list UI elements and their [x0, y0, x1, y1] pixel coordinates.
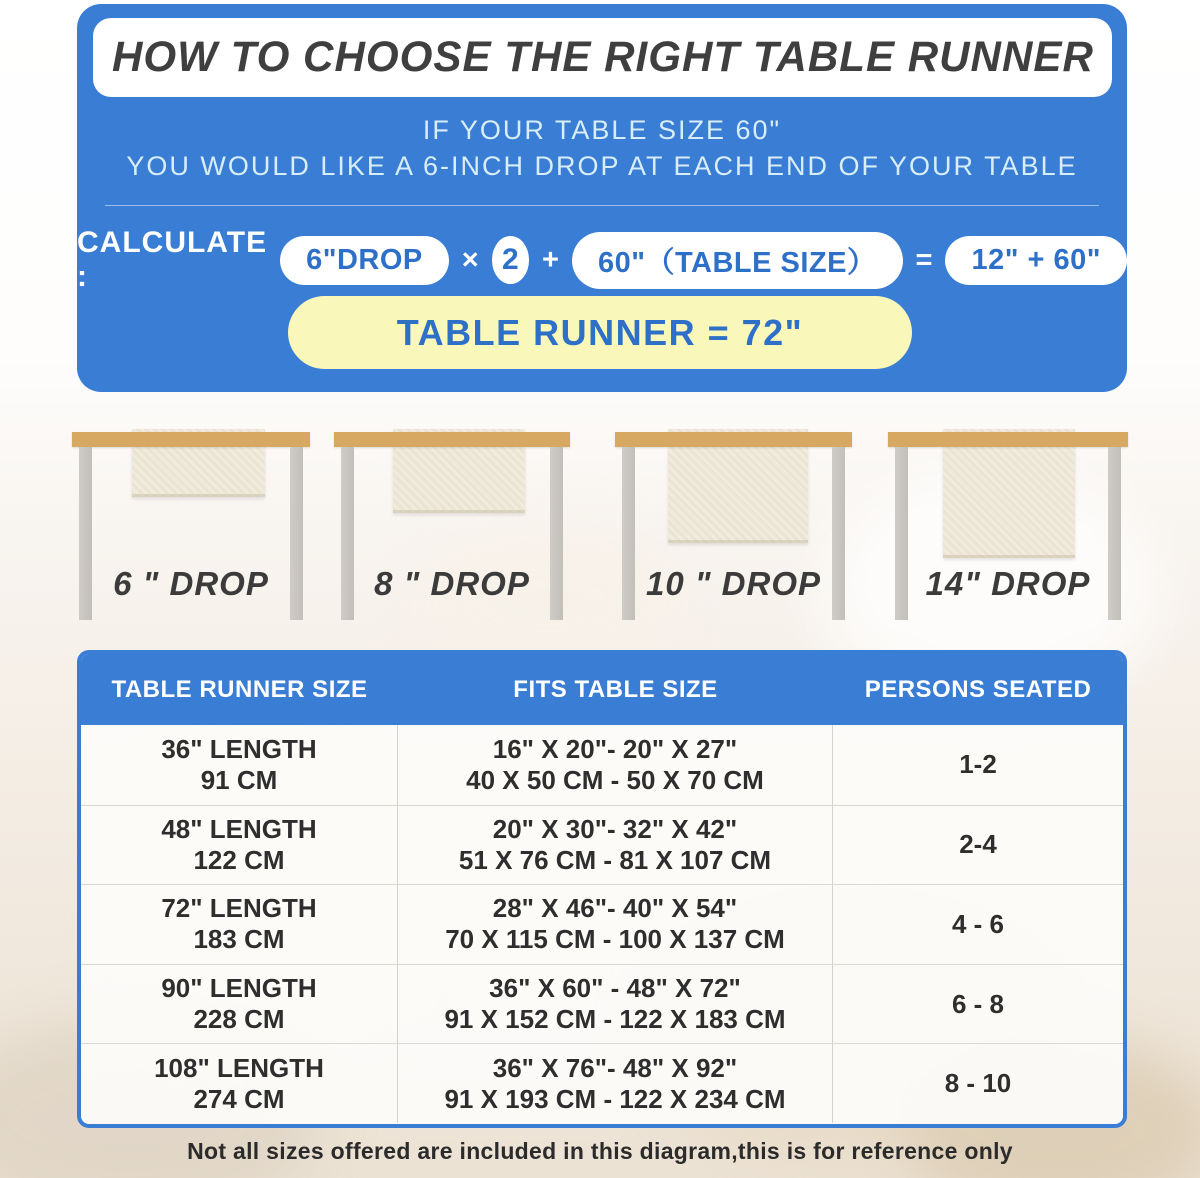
tabletop-graphic — [72, 432, 310, 447]
drop-value-pill: 6"DROP — [280, 236, 449, 285]
drop-figure-6in — [72, 425, 310, 640]
calculation-row — [77, 226, 1127, 293]
tabletop-graphic — [334, 432, 570, 447]
persons-seated-value: 1-2 — [959, 749, 997, 780]
column-header-fits-table-size: FITS TABLE SIZE — [513, 675, 718, 703]
drop-label: 6 " DROP — [113, 565, 269, 602]
title-banner — [93, 18, 1112, 97]
size-chart-table — [77, 650, 1127, 1128]
runner-size-cm: 183 CM — [193, 924, 285, 955]
drop-label: 14" DROP — [925, 565, 1091, 602]
runner-size-cm: 91 CM — [200, 764, 278, 795]
drop-figure-10in — [615, 425, 852, 640]
fits-size-cm: 70 X 115 CM - 100 X 137 CM — [445, 924, 785, 955]
disclaimer-note: Not all sizes offered are included in this diagram,this is for reference only — [187, 1138, 1013, 1164]
runner-size-cm: 122 CM — [193, 844, 285, 875]
runner-size-inches: 36" LENGTH — [161, 733, 317, 764]
intro-text — [77, 112, 1127, 184]
table-row — [81, 725, 1123, 805]
times-operator: × — [461, 243, 479, 276]
drop-figure-8in — [334, 425, 570, 640]
drop-label: 8 " DROP — [374, 565, 530, 602]
fits-size-inches: 16" X 20"- 20" X 27" — [492, 733, 738, 764]
fits-size-cell — [398, 885, 833, 964]
sum-pill: 12" + 60" — [945, 236, 1127, 285]
persons-seated-value: 4 - 6 — [951, 908, 1005, 939]
fits-size-inches: 36" X 60" - 48" X 72" — [489, 973, 741, 1004]
instruction-panel — [77, 4, 1127, 392]
intro-line-1: IF YOUR TABLE SIZE 60" — [422, 115, 782, 145]
persons-seated-cell — [833, 806, 1123, 885]
runner-size-cm: 274 CM — [193, 1083, 285, 1114]
fits-size-cell — [398, 725, 833, 805]
fits-size-cell — [398, 1044, 833, 1123]
table-row — [81, 1043, 1123, 1123]
runner-size-cell — [81, 725, 398, 805]
result-text: TABLE RUNNER = 72" — [396, 311, 804, 353]
fits-size-inches: 28" X 46"- 40" X 54" — [492, 893, 738, 924]
table-row — [81, 964, 1123, 1044]
page-title: HOW TO CHOOSE THE RIGHT TABLE RUNNER — [111, 33, 1094, 81]
persons-seated-cell — [833, 725, 1123, 805]
column-header-runner-size: TABLE RUNNER SIZE — [111, 675, 368, 703]
column-header-persons-seated: PERSONS SEATED — [864, 675, 1092, 703]
calculate-label: CALCULATE : — [77, 226, 268, 293]
fits-size-cm: 91 X 152 CM - 122 X 183 CM — [444, 1004, 786, 1035]
runner-size-inches: 72" LENGTH — [161, 893, 317, 924]
persons-seated-cell — [833, 885, 1123, 964]
table-row — [81, 805, 1123, 885]
fits-size-inches: 36" X 76"- 48" X 92" — [492, 1052, 738, 1083]
runner-size-cell — [81, 965, 398, 1044]
fits-size-inches: 20" X 30"- 32" X 42" — [492, 813, 738, 844]
result-pill — [288, 296, 912, 369]
tabletop-graphic — [615, 432, 852, 447]
table-runner-graphic — [943, 429, 1075, 558]
size-chart-header-row — [81, 654, 1123, 725]
runner-size-cell — [81, 885, 398, 964]
multiplier-badge: 2 — [492, 236, 529, 284]
divider-line — [105, 205, 1099, 206]
drop-label: 10 " DROP — [645, 565, 822, 602]
persons-seated-cell — [833, 1044, 1123, 1123]
persons-seated-cell — [833, 965, 1123, 1044]
runner-size-inches: 108" LENGTH — [154, 1052, 324, 1083]
fits-size-cm: 51 X 76 CM - 81 X 107 CM — [458, 844, 772, 875]
runner-size-inches: 48" LENGTH — [161, 813, 317, 844]
fits-size-cell — [398, 806, 833, 885]
equals-operator: = — [915, 243, 933, 276]
table-row — [81, 884, 1123, 964]
fits-size-cm: 91 X 193 CM - 122 X 234 CM — [444, 1083, 786, 1114]
runner-size-cell — [81, 1044, 398, 1123]
tabletop-graphic — [888, 432, 1128, 447]
fits-size-cm: 40 X 50 CM - 50 X 70 CM — [466, 764, 764, 795]
drop-figure-14in — [888, 425, 1128, 640]
fits-size-cell — [398, 965, 833, 1044]
runner-size-inches: 90" LENGTH — [161, 973, 317, 1004]
table-size-pill: 60"（TABLE SIZE） — [572, 232, 903, 289]
persons-seated-value: 2-4 — [959, 829, 997, 860]
persons-seated-value: 8 - 10 — [944, 1068, 1012, 1099]
persons-seated-value: 6 - 8 — [951, 988, 1005, 1019]
intro-line-2: YOU WOULD LIKE A 6-INCH DROP AT EACH END OF YOUR TABLE — [126, 151, 1078, 181]
runner-size-cell — [81, 806, 398, 885]
plus-operator: + — [542, 243, 559, 276]
runner-size-cm: 228 CM — [193, 1004, 285, 1035]
